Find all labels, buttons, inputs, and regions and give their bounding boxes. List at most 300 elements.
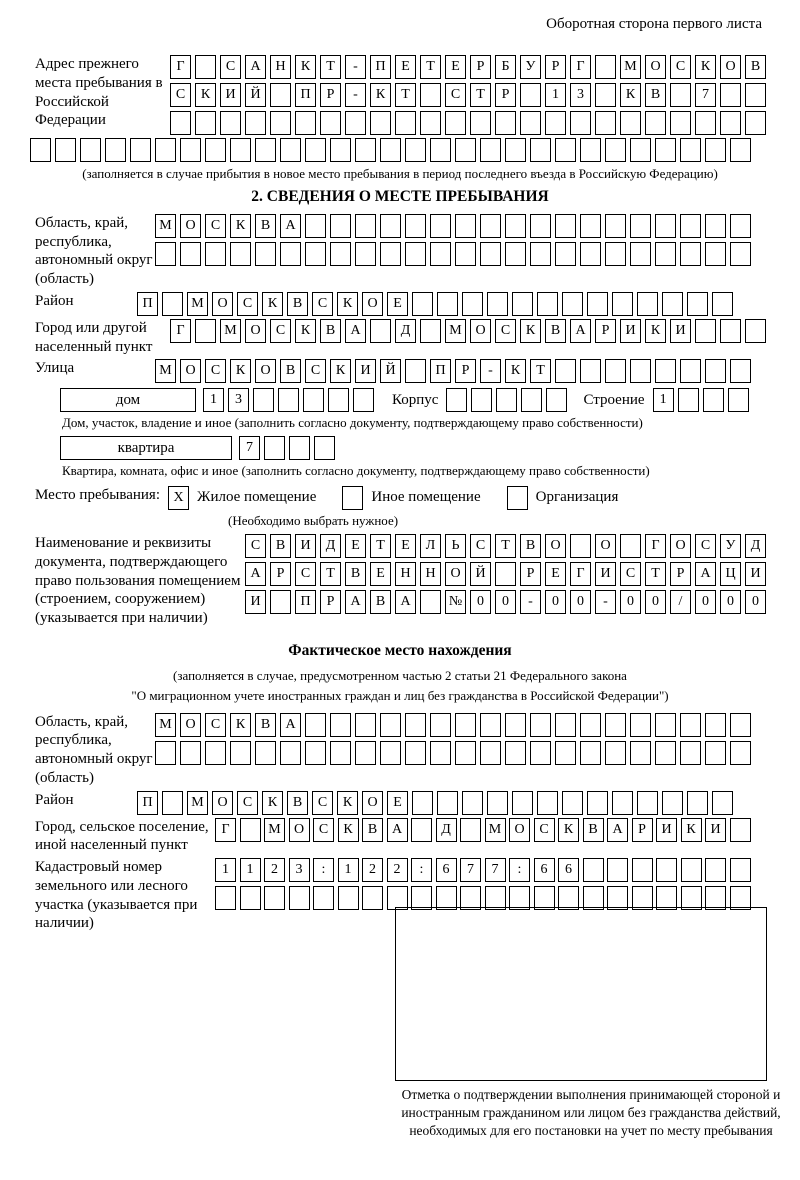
char-box[interactable]: А [280, 713, 301, 737]
char-box[interactable]: Е [395, 534, 416, 558]
char-box[interactable] [595, 83, 616, 107]
char-box[interactable] [313, 886, 334, 910]
char-box[interactable] [605, 242, 626, 266]
char-box[interactable]: О [362, 791, 383, 815]
char-box[interactable]: Г [170, 55, 191, 79]
char-box[interactable]: К [230, 713, 251, 737]
char-box[interactable] [405, 214, 426, 238]
char-box[interactable] [405, 741, 426, 765]
char-box[interactable] [411, 818, 432, 842]
char-box[interactable]: И [295, 534, 316, 558]
char-box[interactable]: 1 [203, 388, 224, 412]
char-box[interactable]: С [534, 818, 555, 842]
char-box[interactable] [680, 214, 701, 238]
char-box[interactable] [180, 138, 201, 162]
char-box[interactable] [580, 138, 601, 162]
char-box[interactable]: Г [570, 55, 591, 79]
char-box[interactable] [495, 111, 516, 135]
checkbox-organization[interactable] [507, 486, 528, 510]
char-box[interactable] [455, 138, 476, 162]
char-box[interactable]: Т [645, 562, 666, 586]
char-box[interactable]: С [170, 83, 191, 107]
char-box[interactable]: 1 [215, 858, 236, 882]
char-box[interactable]: 0 [645, 590, 666, 614]
char-box[interactable] [338, 886, 359, 910]
char-box[interactable] [555, 713, 576, 737]
char-box[interactable]: В [255, 713, 276, 737]
char-box[interactable] [305, 138, 326, 162]
char-box[interactable]: М [220, 319, 241, 343]
char-box[interactable]: К [295, 55, 316, 79]
char-box[interactable]: К [337, 292, 358, 316]
char-box[interactable] [445, 111, 466, 135]
char-box[interactable]: 0 [720, 590, 741, 614]
char-box[interactable]: М [445, 319, 466, 343]
char-box[interactable] [255, 741, 276, 765]
char-box[interactable] [430, 138, 451, 162]
char-box[interactable]: 2 [362, 858, 383, 882]
char-box[interactable] [370, 319, 391, 343]
char-box[interactable]: К [330, 359, 351, 383]
char-box[interactable] [520, 83, 541, 107]
char-box[interactable] [462, 292, 483, 316]
char-box[interactable] [730, 858, 751, 882]
char-box[interactable]: И [670, 319, 691, 343]
char-box[interactable] [355, 741, 376, 765]
char-box[interactable] [405, 242, 426, 266]
char-box[interactable]: 6 [558, 858, 579, 882]
char-box[interactable] [712, 292, 733, 316]
char-box[interactable]: 2 [264, 858, 285, 882]
char-box[interactable]: / [670, 590, 691, 614]
char-box[interactable] [487, 292, 508, 316]
char-box[interactable] [712, 791, 733, 815]
char-box[interactable]: С [205, 214, 226, 238]
char-box[interactable] [505, 214, 526, 238]
char-box[interactable] [703, 388, 724, 412]
char-box[interactable]: Р [270, 562, 291, 586]
char-box[interactable]: С [220, 55, 241, 79]
char-box[interactable]: В [345, 562, 366, 586]
char-box[interactable] [505, 242, 526, 266]
char-box[interactable]: С [270, 319, 291, 343]
char-box[interactable] [555, 359, 576, 383]
char-box[interactable] [289, 886, 310, 910]
char-box[interactable]: С [445, 83, 466, 107]
char-box[interactable] [595, 111, 616, 135]
char-box[interactable] [380, 214, 401, 238]
char-box[interactable] [505, 713, 526, 737]
char-box[interactable] [480, 713, 501, 737]
char-box[interactable] [537, 791, 558, 815]
char-box[interactable]: К [338, 818, 359, 842]
char-box[interactable]: О [509, 818, 530, 842]
char-box[interactable]: С [205, 713, 226, 737]
char-box[interactable]: 2 [387, 858, 408, 882]
char-box[interactable]: С [495, 319, 516, 343]
char-box[interactable]: О [212, 791, 233, 815]
char-box[interactable] [656, 858, 677, 882]
char-box[interactable]: К [262, 791, 283, 815]
char-box[interactable]: 0 [695, 590, 716, 614]
char-box[interactable] [455, 741, 476, 765]
char-box[interactable]: А [607, 818, 628, 842]
char-box[interactable] [580, 713, 601, 737]
char-box[interactable]: К [620, 83, 641, 107]
char-box[interactable]: 6 [436, 858, 457, 882]
char-box[interactable]: В [287, 292, 308, 316]
char-box[interactable] [295, 111, 316, 135]
char-box[interactable]: О [180, 359, 201, 383]
char-box[interactable]: А [695, 562, 716, 586]
char-box[interactable]: К [370, 83, 391, 107]
char-box[interactable]: 7 [485, 858, 506, 882]
char-box[interactable] [130, 138, 151, 162]
char-box[interactable] [55, 138, 76, 162]
char-box[interactable] [705, 214, 726, 238]
char-box[interactable]: П [137, 292, 158, 316]
char-box[interactable] [155, 138, 176, 162]
char-box[interactable]: О [362, 292, 383, 316]
char-box[interactable] [655, 214, 676, 238]
char-box[interactable]: К [558, 818, 579, 842]
char-box[interactable]: Е [387, 292, 408, 316]
char-box[interactable]: 0 [745, 590, 766, 614]
char-box[interactable] [605, 741, 626, 765]
char-box[interactable] [162, 292, 183, 316]
char-box[interactable] [471, 388, 492, 412]
char-box[interactable]: И [620, 319, 641, 343]
char-box[interactable] [395, 111, 416, 135]
char-box[interactable] [655, 242, 676, 266]
char-box[interactable]: В [520, 534, 541, 558]
char-box[interactable] [695, 319, 716, 343]
char-box[interactable] [230, 741, 251, 765]
char-box[interactable] [730, 359, 751, 383]
char-box[interactable]: У [720, 534, 741, 558]
char-box[interactable] [555, 741, 576, 765]
char-box[interactable] [240, 818, 261, 842]
char-box[interactable] [264, 436, 285, 460]
char-box[interactable]: О [545, 534, 566, 558]
char-box[interactable]: О [245, 319, 266, 343]
char-box[interactable]: 7 [239, 436, 260, 460]
char-box[interactable] [680, 138, 701, 162]
char-box[interactable]: К [695, 55, 716, 79]
char-box[interactable]: В [645, 83, 666, 107]
char-box[interactable]: А [387, 818, 408, 842]
char-box[interactable] [487, 791, 508, 815]
char-box[interactable]: 0 [495, 590, 516, 614]
char-box[interactable] [355, 242, 376, 266]
char-box[interactable]: К [645, 319, 666, 343]
char-box[interactable]: О [595, 534, 616, 558]
char-box[interactable]: И [355, 359, 376, 383]
char-box[interactable]: 3 [289, 858, 310, 882]
char-box[interactable] [455, 214, 476, 238]
char-box[interactable]: Г [170, 319, 191, 343]
char-box[interactable] [630, 242, 651, 266]
char-box[interactable]: - [345, 55, 366, 79]
char-box[interactable] [355, 713, 376, 737]
char-box[interactable] [430, 214, 451, 238]
char-box[interactable] [530, 713, 551, 737]
char-box[interactable]: Д [395, 319, 416, 343]
char-box[interactable] [520, 111, 541, 135]
char-box[interactable] [730, 242, 751, 266]
char-box[interactable]: В [745, 55, 766, 79]
char-box[interactable]: К [520, 319, 541, 343]
char-box[interactable] [420, 111, 441, 135]
char-box[interactable]: О [720, 55, 741, 79]
char-box[interactable]: Л [420, 534, 441, 558]
char-box[interactable]: И [595, 562, 616, 586]
char-box[interactable] [680, 359, 701, 383]
char-box[interactable] [632, 858, 653, 882]
char-box[interactable]: К [505, 359, 526, 383]
char-box[interactable] [455, 242, 476, 266]
char-box[interactable] [314, 436, 335, 460]
char-box[interactable] [680, 741, 701, 765]
char-box[interactable] [662, 791, 683, 815]
char-box[interactable]: С [295, 562, 316, 586]
char-box[interactable]: Р [632, 818, 653, 842]
char-box[interactable] [612, 292, 633, 316]
char-box[interactable]: С [245, 534, 266, 558]
char-box[interactable] [655, 138, 676, 162]
char-box[interactable] [215, 886, 236, 910]
char-box[interactable]: 1 [240, 858, 261, 882]
char-box[interactable] [705, 741, 726, 765]
char-box[interactable]: 0 [545, 590, 566, 614]
char-box[interactable] [687, 292, 708, 316]
char-box[interactable] [645, 111, 666, 135]
char-box[interactable]: К [230, 359, 251, 383]
char-box[interactable] [270, 590, 291, 614]
char-box[interactable] [30, 138, 51, 162]
char-box[interactable] [670, 83, 691, 107]
char-box[interactable] [580, 214, 601, 238]
char-box[interactable]: Т [495, 534, 516, 558]
char-box[interactable] [205, 741, 226, 765]
char-box[interactable] [505, 138, 526, 162]
char-box[interactable]: Ц [720, 562, 741, 586]
char-box[interactable] [155, 242, 176, 266]
char-box[interactable] [255, 242, 276, 266]
char-box[interactable] [280, 138, 301, 162]
char-box[interactable] [305, 242, 326, 266]
char-box[interactable] [330, 242, 351, 266]
char-box[interactable]: Е [345, 534, 366, 558]
char-box[interactable] [255, 138, 276, 162]
char-box[interactable] [280, 741, 301, 765]
char-box[interactable] [505, 741, 526, 765]
char-box[interactable] [730, 713, 751, 737]
char-box[interactable]: В [287, 791, 308, 815]
char-box[interactable] [680, 242, 701, 266]
char-box[interactable] [230, 242, 251, 266]
char-box[interactable]: О [255, 359, 276, 383]
char-box[interactable]: : [313, 858, 334, 882]
char-box[interactable] [512, 791, 533, 815]
char-box[interactable] [580, 741, 601, 765]
char-box[interactable] [720, 83, 741, 107]
char-box[interactable]: 0 [620, 590, 641, 614]
char-box[interactable]: Е [445, 55, 466, 79]
char-box[interactable] [430, 242, 451, 266]
char-box[interactable] [446, 388, 467, 412]
char-box[interactable]: В [545, 319, 566, 343]
char-box[interactable] [470, 111, 491, 135]
char-box[interactable] [521, 388, 542, 412]
char-box[interactable]: Г [645, 534, 666, 558]
char-box[interactable]: : [509, 858, 530, 882]
char-box[interactable] [370, 111, 391, 135]
char-box[interactable]: № [445, 590, 466, 614]
char-box[interactable]: 7 [695, 83, 716, 107]
char-box[interactable]: О [289, 818, 310, 842]
char-box[interactable] [480, 741, 501, 765]
char-box[interactable]: О [470, 319, 491, 343]
char-box[interactable] [330, 214, 351, 238]
char-box[interactable]: 7 [460, 858, 481, 882]
char-box[interactable]: О [670, 534, 691, 558]
char-box[interactable]: В [270, 534, 291, 558]
char-box[interactable] [695, 111, 716, 135]
char-box[interactable] [678, 388, 699, 412]
char-box[interactable]: С [312, 791, 333, 815]
char-box[interactable] [412, 791, 433, 815]
char-box[interactable] [305, 214, 326, 238]
char-box[interactable]: - [480, 359, 501, 383]
char-box[interactable] [380, 242, 401, 266]
char-box[interactable] [480, 214, 501, 238]
char-box[interactable]: П [295, 83, 316, 107]
char-box[interactable] [705, 858, 726, 882]
char-box[interactable]: В [362, 818, 383, 842]
char-box[interactable]: Р [595, 319, 616, 343]
char-box[interactable] [355, 138, 376, 162]
char-box[interactable] [280, 242, 301, 266]
char-box[interactable] [462, 791, 483, 815]
char-box[interactable]: В [255, 214, 276, 238]
char-box[interactable] [605, 713, 626, 737]
char-box[interactable] [305, 713, 326, 737]
char-box[interactable] [545, 111, 566, 135]
char-box[interactable] [460, 818, 481, 842]
char-box[interactable] [496, 388, 517, 412]
char-box[interactable]: 0 [570, 590, 591, 614]
char-box[interactable] [180, 741, 201, 765]
char-box[interactable] [195, 319, 216, 343]
char-box[interactable]: Н [270, 55, 291, 79]
char-box[interactable]: И [656, 818, 677, 842]
char-box[interactable]: О [212, 292, 233, 316]
char-box[interactable] [195, 111, 216, 135]
char-box[interactable] [303, 388, 324, 412]
char-box[interactable]: - [595, 590, 616, 614]
char-box[interactable]: Й [245, 83, 266, 107]
char-box[interactable]: Г [215, 818, 236, 842]
char-box[interactable] [637, 292, 658, 316]
char-box[interactable] [480, 138, 501, 162]
char-box[interactable]: К [295, 319, 316, 343]
char-box[interactable]: - [345, 83, 366, 107]
char-box[interactable] [705, 138, 726, 162]
char-box[interactable]: Т [530, 359, 551, 383]
char-box[interactable]: 1 [545, 83, 566, 107]
char-box[interactable]: В [320, 319, 341, 343]
char-box[interactable] [162, 791, 183, 815]
char-box[interactable] [630, 138, 651, 162]
char-box[interactable]: М [620, 55, 641, 79]
char-box[interactable] [681, 858, 702, 882]
checkbox-residential[interactable]: X [168, 486, 189, 510]
char-box[interactable]: Д [745, 534, 766, 558]
char-box[interactable] [205, 138, 226, 162]
char-box[interactable]: О [645, 55, 666, 79]
char-box[interactable] [155, 741, 176, 765]
char-box[interactable] [355, 214, 376, 238]
char-box[interactable]: Т [320, 562, 341, 586]
char-box[interactable]: П [370, 55, 391, 79]
char-box[interactable]: Н [420, 562, 441, 586]
char-box[interactable]: М [187, 791, 208, 815]
char-box[interactable]: О [180, 713, 201, 737]
char-box[interactable]: И [245, 590, 266, 614]
char-box[interactable] [405, 359, 426, 383]
char-box[interactable] [405, 713, 426, 737]
char-box[interactable] [583, 858, 604, 882]
char-box[interactable] [720, 319, 741, 343]
char-box[interactable]: Д [320, 534, 341, 558]
char-box[interactable] [328, 388, 349, 412]
char-box[interactable]: Г [570, 562, 591, 586]
char-box[interactable] [555, 138, 576, 162]
char-box[interactable] [170, 111, 191, 135]
char-box[interactable]: Т [420, 55, 441, 79]
char-box[interactable] [620, 534, 641, 558]
char-box[interactable] [530, 214, 551, 238]
char-box[interactable]: П [430, 359, 451, 383]
char-box[interactable] [430, 741, 451, 765]
char-box[interactable] [437, 292, 458, 316]
char-box[interactable]: А [395, 590, 416, 614]
char-box[interactable] [630, 214, 651, 238]
char-box[interactable] [80, 138, 101, 162]
char-box[interactable]: С [695, 534, 716, 558]
char-box[interactable]: Р [320, 590, 341, 614]
char-box[interactable] [730, 138, 751, 162]
char-box[interactable]: О [180, 214, 201, 238]
char-box[interactable] [745, 83, 766, 107]
char-box[interactable]: 1 [653, 388, 674, 412]
char-box[interactable] [264, 886, 285, 910]
char-box[interactable]: М [187, 292, 208, 316]
char-box[interactable]: А [245, 562, 266, 586]
char-box[interactable]: С [313, 818, 334, 842]
char-box[interactable] [530, 242, 551, 266]
char-box[interactable] [240, 886, 261, 910]
char-box[interactable] [587, 292, 608, 316]
char-box[interactable]: К [195, 83, 216, 107]
char-box[interactable] [289, 436, 310, 460]
char-box[interactable] [745, 111, 766, 135]
char-box[interactable] [320, 111, 341, 135]
char-box[interactable] [655, 359, 676, 383]
char-box[interactable]: Т [370, 534, 391, 558]
char-box[interactable] [512, 292, 533, 316]
